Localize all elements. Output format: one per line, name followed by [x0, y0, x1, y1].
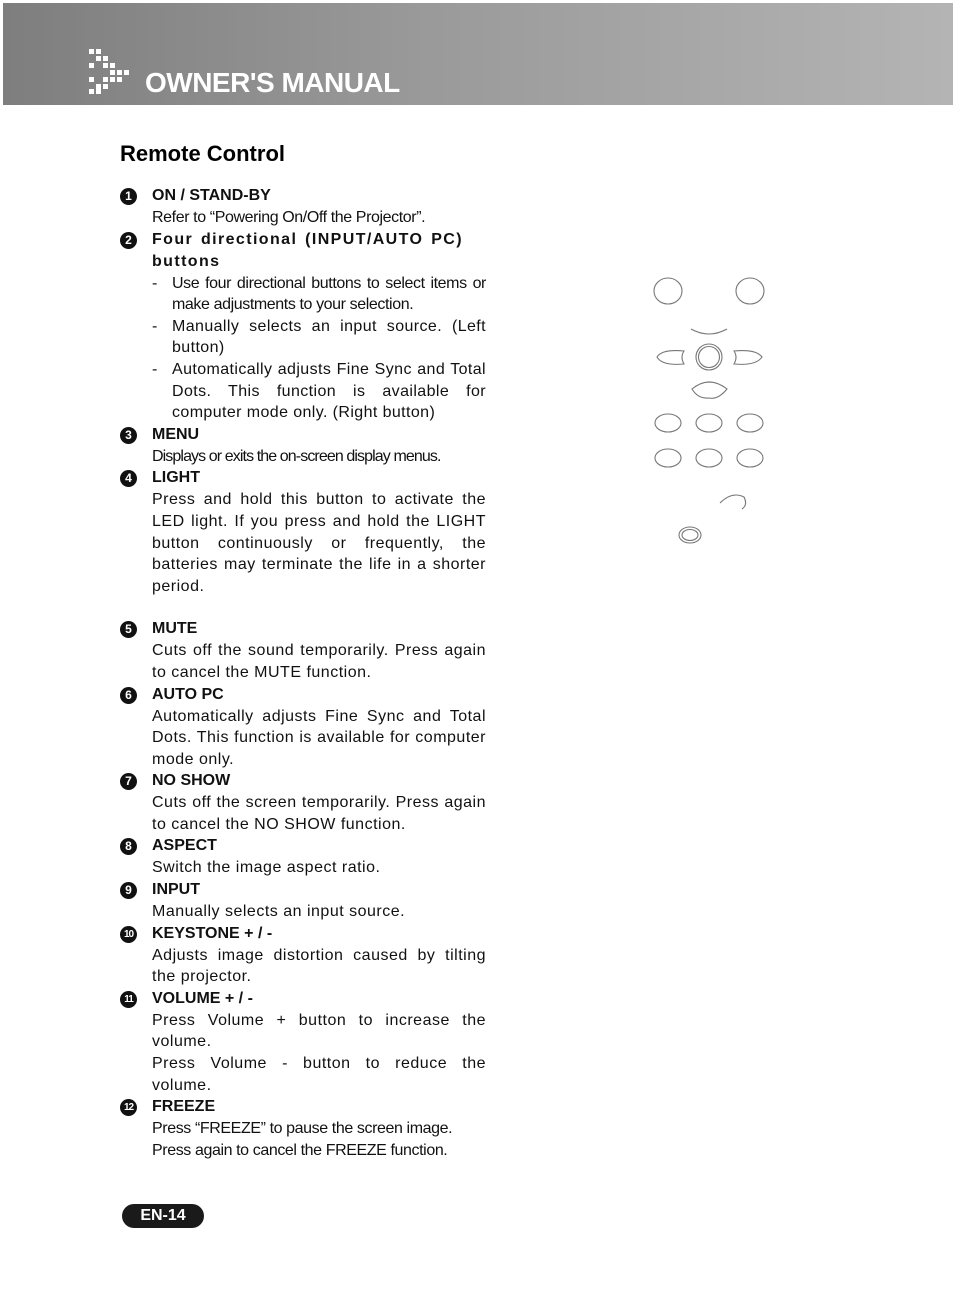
item-number: 3	[120, 427, 137, 444]
light-button-icon	[736, 278, 764, 304]
item-description: Adjusts image distortion caused by tilting the projector.	[152, 946, 486, 986]
remote-control-illustration	[640, 265, 780, 565]
manual-title: OWNER'S MANUAL	[145, 67, 400, 98]
list-item	[120, 185, 486, 229]
item-number: 7	[120, 773, 137, 790]
item-number: 6	[120, 687, 137, 704]
chevron-logo-icon	[87, 47, 131, 95]
auto-pc-button-icon	[696, 414, 722, 432]
item-description: Press Volume - button to reduce the volume.	[152, 1055, 486, 1094]
list-item	[120, 835, 486, 879]
power-button-icon	[654, 278, 682, 304]
list-item	[120, 618, 486, 683]
item-number: 12	[120, 1099, 137, 1116]
item-list	[120, 185, 486, 1161]
item-title: LIGHT	[152, 469, 200, 487]
list-item	[120, 467, 486, 597]
item-description: Cuts off the sound temporarily. Press again to cancel the MUTE function.	[152, 642, 486, 681]
bullet-item: - Manually selects an input source. (Left button)	[152, 316, 486, 359]
menu-button-icon	[696, 344, 722, 370]
list-item	[120, 988, 486, 1096]
input-button-icon	[696, 449, 722, 467]
item-number: 10	[120, 926, 137, 943]
item-title: MUTE	[152, 620, 198, 638]
item-title: ON / STAND-BY	[152, 187, 271, 204]
item-title: INPUT	[152, 881, 200, 899]
item-title: Four directional (INPUT/AUTO PC) buttons	[152, 230, 463, 270]
item-description: Automatically adjusts Fine Sync and Total Dots. This function is available for computer mode only.	[152, 707, 486, 768]
list-item	[120, 879, 486, 923]
list-item	[120, 229, 486, 424]
item-description: Press again to cancel the FREEZE function.	[152, 1141, 448, 1159]
item-number: 1	[120, 188, 137, 205]
down-arrow-button-icon	[692, 382, 727, 398]
volume-button-icon	[720, 495, 746, 509]
item-title: VOLUME + / -	[152, 989, 253, 1007]
item-description: Cuts off the screen temporarily. Press again to cancel the NO SHOW function.	[152, 794, 486, 833]
item-title: ASPECT	[152, 837, 217, 855]
mute-button-icon	[655, 414, 681, 432]
item-description: Switch the image aspect ratio.	[152, 859, 381, 877]
spacer	[120, 597, 486, 618]
item-number: 5	[120, 621, 137, 638]
list-item	[120, 923, 486, 988]
list-item	[120, 770, 486, 835]
item-number: 2	[120, 232, 137, 249]
list-item	[120, 1096, 486, 1161]
item-title: NO SHOW	[152, 772, 231, 790]
item-number: 11	[120, 991, 137, 1008]
aspect-button-icon	[655, 449, 681, 467]
right-arrow-button-icon	[734, 351, 762, 365]
no-show-button-icon	[737, 414, 763, 432]
item-description: Manually selects an input source.	[152, 903, 406, 921]
up-arrow-button-icon	[691, 329, 727, 334]
item-description: Press Volume + button to increase the volume.	[152, 1011, 486, 1051]
item-number: 4	[120, 470, 137, 487]
item-description: Refer to “Powering On/Off the Projector”.	[152, 209, 426, 226]
bullet-item: - Automatically adjusts Fine Sync and Total Dots. This function is available for computer mode only. (Right button)	[152, 359, 486, 424]
item-number: 9	[120, 882, 137, 899]
item-description: Press and hold this button to activate the LED light. If you press and hold the LIGHT button continuously or frequently, the batteries may terminate the life in a shorter period.	[152, 491, 486, 595]
item-number: 8	[120, 838, 137, 855]
item-description: Press “FREEZE” to pause the screen image.	[152, 1120, 453, 1138]
keystone-button-icon	[737, 449, 763, 467]
item-title: KEYSTONE + / -	[152, 924, 273, 942]
section-title: Remote Control	[120, 141, 285, 166]
list-item	[120, 424, 486, 468]
item-title: MENU	[152, 425, 200, 443]
left-arrow-button-icon	[657, 351, 684, 365]
item-description: Displays or exits the on-screen display menus.	[152, 447, 441, 465]
item-title: AUTO PC	[152, 685, 224, 703]
page-header	[3, 3, 953, 105]
list-item	[120, 684, 486, 771]
bullet-item: - Use four directional buttons to select items or make adjustments to your selection.	[152, 273, 486, 316]
bullet-list	[152, 273, 486, 424]
item-title: FREEZE	[152, 1098, 216, 1116]
page-number-badge: EN-14	[122, 1204, 204, 1228]
